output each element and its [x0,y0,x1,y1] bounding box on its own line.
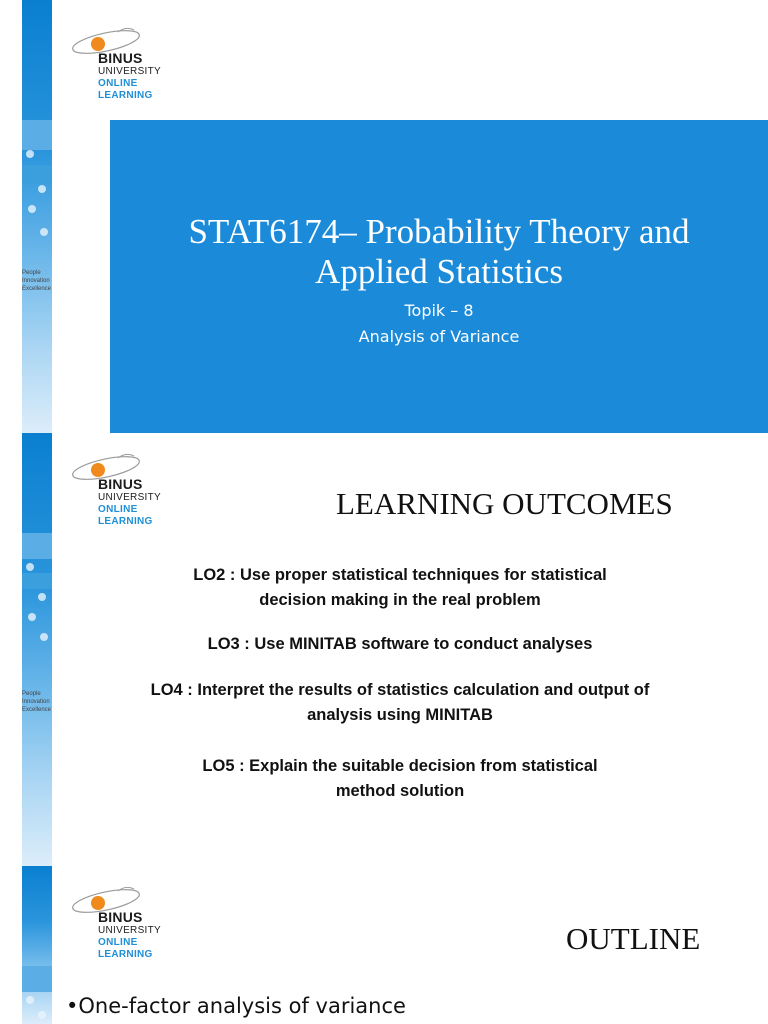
course-title [110,212,768,292]
logo-university: UNIVERSITY [98,66,162,77]
tagline-innovation: Innovation [22,699,50,705]
learning-outcome-item [100,678,700,728]
tagline-people: People [22,270,41,276]
logo-binus: BINUS [98,909,143,925]
bullet-icon: • [66,994,79,1018]
learning-outcome-item [100,563,700,613]
slide-heading: LEARNING OUTCOMES [336,486,673,521]
lo-line: LO2 : Use proper statistical techniques for statistical [193,566,607,584]
slide-outline [0,866,768,1024]
logo-learning: LEARNING [98,90,153,101]
logo-learning: LEARNING [98,949,153,960]
course-title-line2: Applied Statistics [315,252,563,291]
tagline-people: People [22,691,41,697]
title-banner [110,120,768,433]
tagline-excellence: Excellence [22,286,52,292]
logo-binus: BINUS [98,50,143,66]
logo-university: UNIVERSITY [98,492,162,503]
logo-online: ONLINE [98,78,138,89]
logo-university: UNIVERSITY [98,925,162,936]
bullet-item [66,994,406,1018]
binus-logo [68,883,198,973]
course-title-line1: STAT6174– Probability Theory and [188,212,690,251]
lo-line: LO3 : Use MINITAB software to conduct analyses [207,635,593,653]
lo-line: analysis using MINITAB [307,706,493,724]
decorative-stripe [22,866,52,1024]
logo-binus: BINUS [98,476,143,492]
binus-logo [68,450,198,540]
logo-online: ONLINE [98,504,138,515]
logo-online: ONLINE [98,937,138,948]
tagline [22,690,51,714]
lo-line: method solution [335,782,465,800]
slide-learning-outcomes [0,433,768,866]
lo-line: LO5 : Explain the suitable decision from statistical [202,757,598,775]
slide-heading: OUTLINE [566,921,701,956]
tagline-innovation: Innovation [22,278,50,284]
slide-title [0,0,768,433]
topic-name: Analysis of Variance [358,327,520,346]
tagline [22,269,51,293]
lo-line: decision making in the real problem [259,591,541,609]
decorative-stripe [22,0,52,433]
binus-logo [68,24,198,114]
learning-outcome-item [100,754,700,804]
learning-outcome-item [100,632,700,657]
topic [110,298,768,350]
bullet-text: One-factor analysis of variance [78,994,406,1018]
logo-learning: LEARNING [98,516,153,527]
tagline-excellence: Excellence [22,707,52,713]
topic-number: Topik – 8 [404,301,474,320]
lo-line: LO4 : Interpret the results of statistics calculation and output of [150,681,650,699]
decorative-stripe [22,433,52,866]
